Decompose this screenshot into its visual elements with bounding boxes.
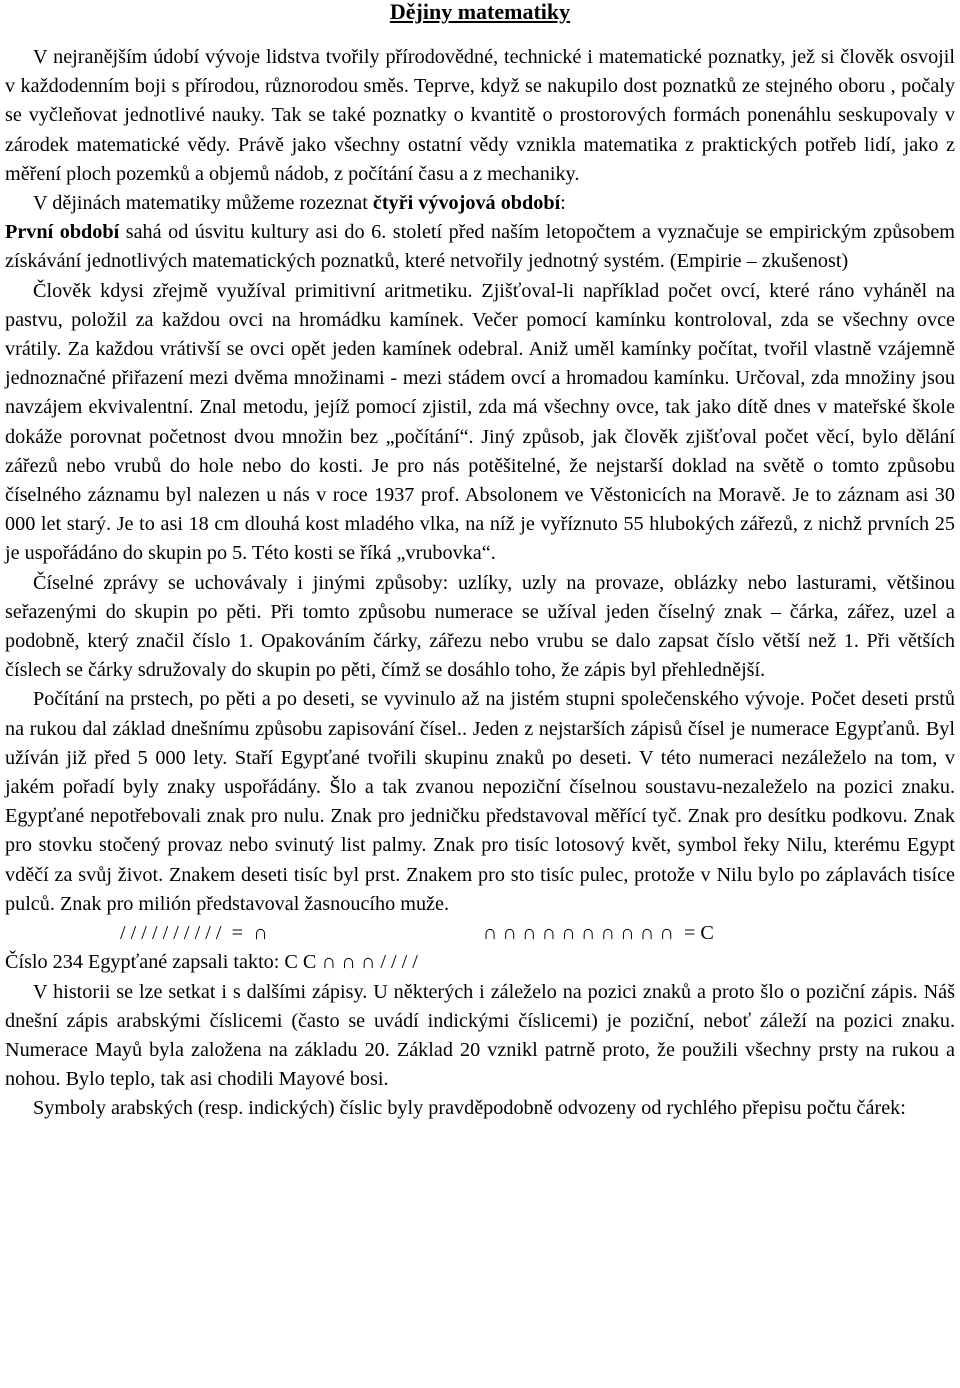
- paragraph-primitive-arithmetic: Člověk kdysi zřejmě využíval primitivní aritmetiku. Zjišťoval-li například počet ovcí, které ráno vyháněl na pastvu, položil za každou ovci na hromádku kamínek. Večer pomocí kamínku kontroloval, zda se všechny ovce vrátily. Za každou vrátivší se ovci opět jeden kamínek odebral. Aniž uměl kamínky počítat, tvořil vlastně vzájemně jednoznačné přiřazení mezi dvěma množinami - mezi stádem ovcí a hromadou kamínku. Určoval, zda množiny jsou navzájem ekvivalentní. Znal metodu, jejíž pomocí zjistil, zda má všechny ovce, tak jako dítě dnes v mateřské škole dokáže porovnat početnost dvou množin bez „počítání“. Jiný způsob, jak člověk zjišťoval počet věcí, bylo dělání zářezů nebo vrubů do hole nebo do kosti. Je pro nás potěšitelné, že nejstarší doklad na světě o tomto způsobu číselného záznamu byl nalezen u nás v roce 1937 prof. Absolonem ve Věstonicích na Moravě. Je to záznam asi 30 000 let starý. Je to asi 18 cm dlouhá kost mladého vlka, na níž je vyříznuto 55 hlubokých zářezů, z nichž prvních 25 je uspořádáno do skupin po 5. Této kosti se říká „vrubovka“.: [5, 279, 955, 565]
- paragraph-positional-notation: V historii se lze setkat i s dalšími zápisy. U některých i záleželo na pozici znaků a proto šlo o poziční zápis. Náš dnešní zápis arabskými číslicemi (často se uvádí indickými číslicemi) je poziční, neboť záleží na pozici znaku. Numerace Mayů byla založena na základu 20. Základ 20 vznikl patrně proto, že použili všechny prsty na rukou a nohou. Bylo teplo, tak asi chodili Mayové bosi.: [5, 980, 955, 1091]
- paragraph-number-234: [5, 948, 955, 977]
- paragraph-egyptian-numerals: Počítání na prstech, po pěti a po deseti, se vyvinulo až na jistém stupni společenského vývoje. Počet deseti prstů na rukou dal základ dnešnímu způsobu zapisování čísel.. Jeden z nejstarších zápisů čísel je numerace Egypťanů. Byl užíván již před 5 000 lety. Staří Egypťané tvořili skupinu znaků po deseti. V této numeraci nezáleželo na tom, v jakém pořadí byly znaky uspořádány. Šlo a tak zvanou nepoziční číselnou soustavu-nezaleželo na pozici znaku. Egypťané nepotřebovali znak pro nulu. Znak pro jedničku představoval měřící tyč. Znak pro desítku podkovu. Znak pro stovku stočený provaz nebo svinutý list palmy. Znak pro tisíc lotosový květ, symbol řeky Nilu, kterému Egypt vděčí za svůj život. Znakem deseti tisíc byl prst. Znakem pro sto tisíc pulec, protože v Nilu bylo po záplavách tisíce pulců. Znak pro milión představoval žasnoucího muže.: [5, 688, 955, 915]
- periods-text: V dějinách matematiky můžeme rozeznat: [33, 192, 373, 215]
- paragraph-intro: V nejranějším údobí vývoje lidstva tvořily přírodovědné, technické i matematické poznatky, jež si člověk osvojil v každodenním boji s přírodou, různorodou směs. Teprve, když se nakupilo dost poznatků ze stejného oboru , počaly se vyčleňovat jednotlivé nauky. Tak se také poznatky o kvantitě o prostorových formách ponenáhlu seskupovaly v zárodek matematické vědy. Právě jako všechny ostatní vědy vznikla matematika z praktických potřeb lidí, jako z měření ploch pozemků a objemů nádob, z počítání času a z mechaniky.: [5, 46, 955, 185]
- paragraph-arabic-numerals: Symboly arabských (resp. indických) číslic byly pravděpodobně odvozeny od rychlého přepisu počtu čárek:: [33, 1097, 906, 1120]
- periods-bold: čtyři vývojová období: [372, 192, 561, 215]
- document-title: Dějiny matematiky: [389, 0, 571, 24]
- first-period-text: sahá od úsvitu kultury asi do 6. století před naším letopočtem a vyznačuje se empirickým způsobem získávání jednotlivých matematických poznatků, které netvořily jednotný systém. (Empirie – zkušenost): [5, 221, 955, 273]
- symbols-hundreds: ∩ ∩ ∩ ∩ ∩ ∩ ∩ ∩ ∩ ∩ = C: [482, 922, 714, 945]
- number-234-text: Číslo 234 Egypťané zapsali takto:: [5, 951, 285, 974]
- periods-colon: :: [560, 192, 566, 215]
- egyptian-symbols-row: [5, 919, 955, 948]
- paragraph-first-period: [5, 218, 955, 276]
- symbols-tens: / / / / / / / / / / = ∩: [120, 922, 268, 945]
- number-234-symbols: C C ∩ ∩ ∩ / / / /: [284, 951, 418, 974]
- first-period-label: První období: [5, 221, 120, 244]
- paragraph-periods: [5, 189, 955, 218]
- paragraph-number-records: Číselné zprávy se uchovávaly i jinými způsoby: uzlíky, uzly na provaze, oblázky nebo lasturami, většinou seřazenými do skupin po pěti. Při tomto způsobu numerace se užíval jeden číselný znak – čárka, zářez, uzel a podobně, který značil číslo 1. Opakováním čárky, zářezu nebo vrubu se dalo zapsat číslo větší než 1. Při větších číslech se čárky sdružovaly do skupin po pěti, čímž se dosáhlo toho, že zápis byl přehlednější.: [5, 571, 955, 682]
